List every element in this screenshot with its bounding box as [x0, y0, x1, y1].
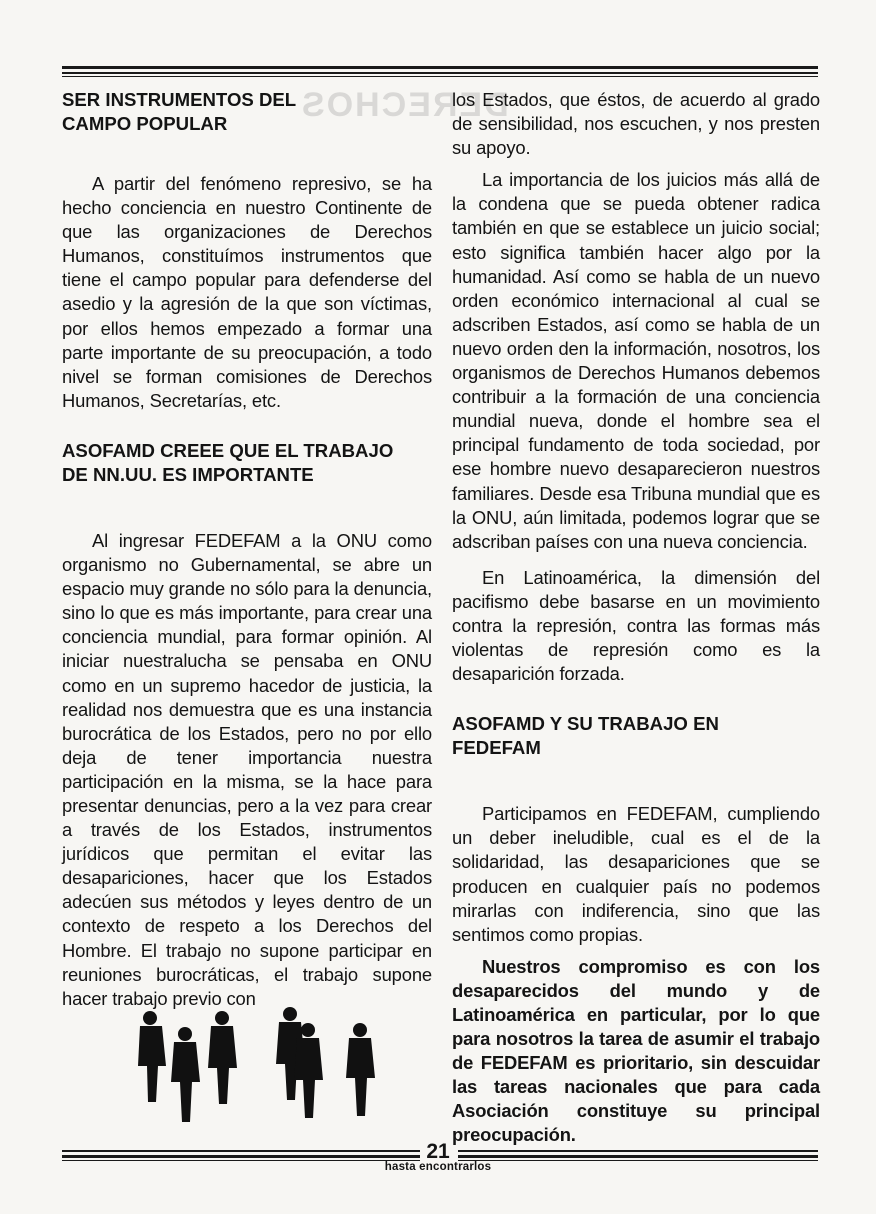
figure-2 — [171, 1027, 200, 1122]
paragraph-ingreso-onu: Al ingresar FEDEFAM a la ONU como organismo no Gubernamental, se abre un espacio muy grande no sólo para la denuncia, sino lo que es más importante, para crear una conciencia mundial, para formar opinión. Al iniciar nuestralucha se pensaba en ONU como en un supremo hacedor de justicia, la realidad nos demuestra que es una instancia burocrática de los Estados, pero no por ello deja de tener importancia nuestra participación en la misma, se la hace para presentar denuncias, pero a la vez para crear a través de los Estados, instrumentos jurídicos que permitan el evitar las desapariciones, hacer que los Estados adecúen sus métodos y leyes dentro de un contexto de respeto a los Derechos del Hombre. El trabajo no supone participar en reuniones burocráticas, el trabajo supone hacer trabajo previo con — [62, 529, 432, 1009]
paragraph-estados-apoyo: los Estados, que éstos, de acuerdo al grado de sensibilidad, nos escuchen, y nos presten su apoyo. — [452, 89, 820, 159]
top-rule — [62, 66, 818, 77]
page-number: 21 — [426, 1140, 450, 1163]
figure-1 — [138, 1011, 166, 1102]
left-column — [62, 88, 432, 1019]
section-heading-fedefam: ASOFAMD Y SU TRABAJO EN FEDEFAM — [452, 713, 719, 759]
bleed-through-heading: DERECHOS — [300, 86, 509, 124]
paragraph-latinoamerica: En Latinoamérica, la dimensión del pacifismo debe basarse en un movimiento contra la represión, contra las formas más violentas de represión como es la desaparición forzada. — [452, 566, 820, 685]
figure-6 — [346, 1023, 375, 1116]
marching-figures-illustration — [130, 1004, 400, 1129]
paragraph-compromiso: Nuestros compromiso es con los desaparecidos del mundo y de Latinoamérica en particular, por lo que para nosotros la tarea de asumir el trabajo de FEDEFAM es prioritario, sin descuidar las tareas nacionales que para cada Asociación constituye su principal preocupación. — [452, 955, 820, 1146]
paragraph-participamos: Participamos en FEDEFAM, cumpliendo un deber ineludible, cual es el de la solidaridad, las desapariciones que se producen en cualquier país no podemos mirarlas con indiferencia, sino que las sentimos como propias. — [452, 803, 820, 945]
section-heading-nnuu: ASOFAMD CREEE QUE EL TRABAJO DE NN.UU. ES IMPORTANTE — [62, 439, 394, 485]
right-column — [452, 88, 820, 1156]
paragraph-fenomeno-represivo: A partir del fenómeno represivo, se ha hecho conciencia en nuestro Continente de que las organizaciones de Derechos Humanos, constituímos instrumentos que tiene el campo popular para defenderse del asedio y la agresión de la que son víctimas, por ellos hemos empezado a formar una parte importante de su preocupación, a todo nivel se forman comisiones de Derechos Humanos, Secretarías, etc. — [62, 173, 432, 411]
figure-3 — [208, 1011, 237, 1104]
paragraph-importancia-juicios: La importancia de los juicios más allá de la condena que se pueda obtener radica también en que se establece un juicio social; esto significa también hacer algo por la humanidad. Así como se habla de un nuevo orden económico internacional al cual se adscriben Estados, así como se habla de un nuevo orden den la información, nosotros, los organismos de Derechos Humanos debemos contribuir a la formación de una conciencia mundial nueva, donde el hombre sea el principal fundamento de toda sociedad, por ese hombre nuevo desaparecieron nuestros familiares. Desde esa Tribuna mundial que es la ONU, aún limitada, podemos lograr que se adscriban países con una nueva conciencia. — [452, 169, 820, 552]
section-heading-instrumentos: SER INSTRUMENTOS DEL CAMPO POPULAR — [62, 89, 296, 134]
publication-name: hasta encontrarlos — [384, 1161, 492, 1173]
